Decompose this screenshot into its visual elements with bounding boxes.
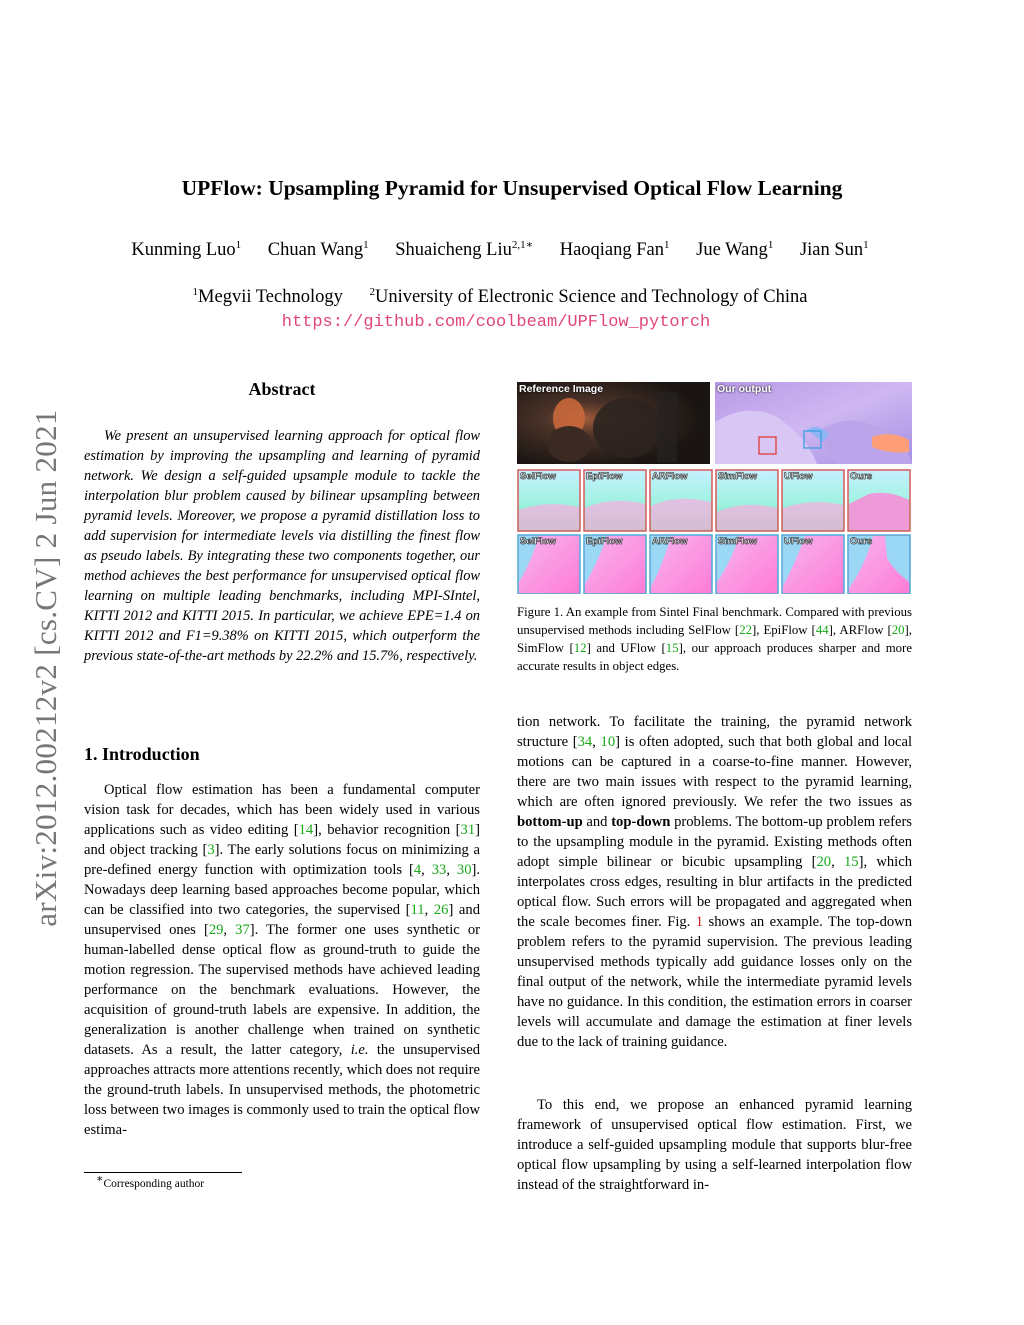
text-run: ] and unsupervised ones [: [84, 902, 480, 938]
reference-image-label: Reference Image: [519, 383, 604, 395]
author-affil-mark: 1: [767, 238, 774, 251]
author: [395, 240, 533, 260]
arxiv-identifier: arXiv:2012.00212v2 [cs.CV] 2 Jun 2021: [28, 409, 63, 927]
crop-label: Ours: [850, 536, 873, 547]
citation-link[interactable]: 44: [815, 623, 829, 637]
crop-label: ARFlow: [652, 471, 688, 482]
our-output-label: Our output: [717, 383, 772, 395]
crop-label: UFlow: [784, 536, 813, 547]
code-url-link[interactable]: https://github.com/coolbeam/UPFlow_pytorch: [281, 313, 711, 332]
author: [696, 240, 773, 260]
text-run: problems. The bottom-up problem refers to the upsampling module in the pyramid. Existing methods often adopt simple bilinear or bicubic upsampling [: [517, 814, 912, 870]
crop-label: EpiFlow: [586, 536, 623, 547]
citation-link[interactable]: 20: [816, 854, 832, 870]
crop-label: SimFlow: [718, 536, 758, 547]
author-affil-mark: 2,1∗: [511, 238, 534, 251]
text-run: shows an example. The top-down problem refers to the pyramid supervision. The previous leading unsupervised methods typically add guidance losses only on the final output of the network, while the intermediate pyramid levels have no guidance. In this condition, the estimation errors in coarser levels will accumulate and damage the estimation at finer levels due to the lack of training guidance.: [517, 914, 912, 1050]
crop-label: SimFlow: [718, 471, 758, 482]
citation-link[interactable]: 10: [600, 734, 616, 750]
author-affil-mark: 1: [235, 238, 242, 251]
author-list: [0, 240, 1000, 261]
author-name: Jian Sun: [799, 240, 864, 260]
citation-link[interactable]: 20: [891, 623, 905, 637]
crop-label: EpiFlow: [586, 471, 623, 482]
citation-link[interactable]: 22: [739, 623, 752, 637]
footnote-text: Corresponding author: [103, 1178, 205, 1190]
text-run: ,: [831, 854, 844, 870]
text-run: ], SimFlow [: [517, 623, 912, 655]
text-run: ,: [424, 902, 434, 918]
text-run: ] and object tracking [: [84, 822, 480, 858]
section-heading-introduction: 1. Introduction: [84, 744, 200, 764]
italic-term: i.e.: [350, 1042, 369, 1058]
affiliation-name: Megvii Technology: [198, 287, 343, 307]
bold-term: top-down: [611, 814, 671, 830]
author: [131, 240, 241, 260]
crop-label: Ours: [850, 471, 873, 482]
citation-link[interactable]: 34: [577, 734, 593, 750]
affiliation-name: University of Electronic Science and Technology of China: [374, 287, 808, 307]
crop-label: UFlow: [784, 471, 813, 482]
text-run: Figure 1. An example from Sintel Final benchmark. Compared with previous unsupervised methods including SelFlow [: [517, 605, 912, 637]
text-run: ], behavior recognition [: [313, 822, 461, 838]
text-run: ,: [592, 734, 601, 750]
footnote-mark: ∗: [96, 1173, 104, 1186]
author-name: Jue Wang: [696, 240, 768, 260]
text-run: Optical flow estimation has been a fundamental computer vision task for decades, which has been widely used in various applications such as video editing [: [84, 782, 480, 838]
body-paragraph: [517, 712, 912, 1052]
text-run: tion network. To facilitate the training, the pyramid network structure [: [517, 714, 912, 750]
author-name: Chuan Wang: [267, 240, 364, 260]
citation-link[interactable]: 29: [208, 922, 224, 938]
text-run: ], EpiFlow [: [751, 623, 816, 637]
citation-link[interactable]: 30: [456, 862, 472, 878]
body-paragraph-text: To this end, we propose an enhanced pyramid learning framework of unsupervised optical flow estimation. First, we introduce a self-guided upsampling module that supports blur-free optical flow upsampling by using a self-learned interpolation flow instead of the straightforward in-: [517, 1097, 912, 1193]
citation-link[interactable]: 15: [843, 854, 859, 870]
citation-link[interactable]: 26: [433, 902, 449, 918]
crop-label: ARFlow: [652, 536, 688, 547]
text-run: ]. The early solutions focus on minimizing a pre-defined energy function with optimization tools [: [84, 842, 480, 878]
author: [268, 240, 369, 260]
affiliation-mark: 1: [192, 285, 199, 298]
figure-1-caption: [517, 603, 912, 675]
footnote: [96, 1173, 205, 1190]
crop-label: SelFlow: [520, 471, 556, 482]
affiliation-list: [0, 287, 1000, 308]
bold-term: bottom-up: [517, 814, 583, 830]
citation-link[interactable]: 15: [665, 641, 679, 655]
text-run: ], which interpolates cross edges, resulting in blur artifacts in the predicted optical flow. Such errors will be propagated and aggregated when the scale becomes finer. Fig.: [517, 854, 913, 930]
citation-link[interactable]: 3: [207, 842, 215, 858]
author-affil-mark: 1: [863, 238, 869, 251]
text-run: ], our approach produces sharper and more accurate results in object edges.: [517, 641, 912, 673]
citation-link[interactable]: 31: [460, 822, 476, 838]
author-affil-mark: 1: [664, 238, 670, 251]
abstract-text: [84, 426, 480, 666]
body-paragraph: [517, 1095, 912, 1195]
abstract-heading: Abstract: [248, 379, 316, 399]
figure-ref-link[interactable]: 1: [695, 914, 704, 930]
citation-link[interactable]: 4: [413, 862, 422, 878]
affiliation-mark: 2: [369, 285, 375, 298]
text-run: ]. The former one uses synthetic or human-labelled dense optical flow as ground-truth to guide the motion regression. The supervised methods have achieved leading performance on the benchmark evaluations. However, the acquisition of ground-truth labels are expensive. In addition, the generalization is another challenge when trained on synthetic datasets. As a result, the latter category,: [84, 922, 480, 1058]
abstract-body: We present an unsupervised learning approach for optical flow estimation by improving the upsampling and learning of pyramid network. We design a self-guided upsample module to tackle the interpolation blur problem caused by bilinear upsampling between pyramid levels. Moreover, we propose a pyramid distillation loss to add supervision for intermediate levels via distilling the finest flow as pseudo labels. By integrating these two components together, our method achieves the best performance for unsupervised optical flow learning on multiple leading benchmarks, including MPI-SIntel, KITTI 2012 and KITTI 2015. In particular, we achieve EPE=1.4 on KITTI 2012 and F1=9.38% on KITTI 2015, which outperform the previous state-of-the-art methods by 22.2% and 15.7%, respectively.: [84, 428, 480, 664]
citation-link[interactable]: 12: [573, 641, 587, 655]
affiliation: [369, 287, 807, 307]
author: [560, 240, 670, 260]
citation-link[interactable]: 33: [431, 862, 447, 878]
text-run: ,: [421, 862, 432, 878]
text-run: ] and UFlow [: [586, 641, 666, 655]
figure-1: [517, 382, 912, 594]
text-run: ], ARFlow [: [828, 623, 892, 637]
text-run: and: [582, 814, 612, 830]
author-name: Haoqiang Fan: [559, 240, 665, 260]
text-run: ,: [446, 862, 457, 878]
author-affil-mark: 1: [363, 238, 369, 251]
author-name: Kunming Luo: [131, 240, 236, 260]
author-name: Shuaicheng Liu: [395, 240, 512, 260]
footnote-rule: [84, 1172, 242, 1173]
crop-label: SelFlow: [520, 536, 556, 547]
text-run: ]. Nowadays deep learning based approaches become popular, which can be classified into two categories, the supervised [: [84, 862, 480, 918]
text-run: the unsupervised approaches attracts more attentions recently, which does not require the ground-truth labels. In unsupervised methods, the photometric loss between two images is commonly used to train the optical flow estima-: [84, 1042, 480, 1138]
citation-link[interactable]: 14: [298, 822, 314, 838]
citation-link[interactable]: 37: [235, 922, 250, 938]
author: [800, 240, 869, 260]
affiliation: [193, 287, 343, 307]
citation-link[interactable]: 11: [410, 902, 425, 918]
figure-1-graphic: [517, 382, 912, 594]
text-run: ] is often adopted, such that both global and local motions can be captured in a coarse-to-fine manner. However, there are two main issues with respect to the pyramid learning, which are often ignored previously. We refer the two issues as: [517, 734, 913, 810]
text-run: ,: [223, 922, 236, 938]
intro-paragraph: [84, 780, 480, 1140]
paper-title: UPFlow: Upsampling Pyramid for Unsupervised Optical Flow Learning: [181, 176, 843, 200]
